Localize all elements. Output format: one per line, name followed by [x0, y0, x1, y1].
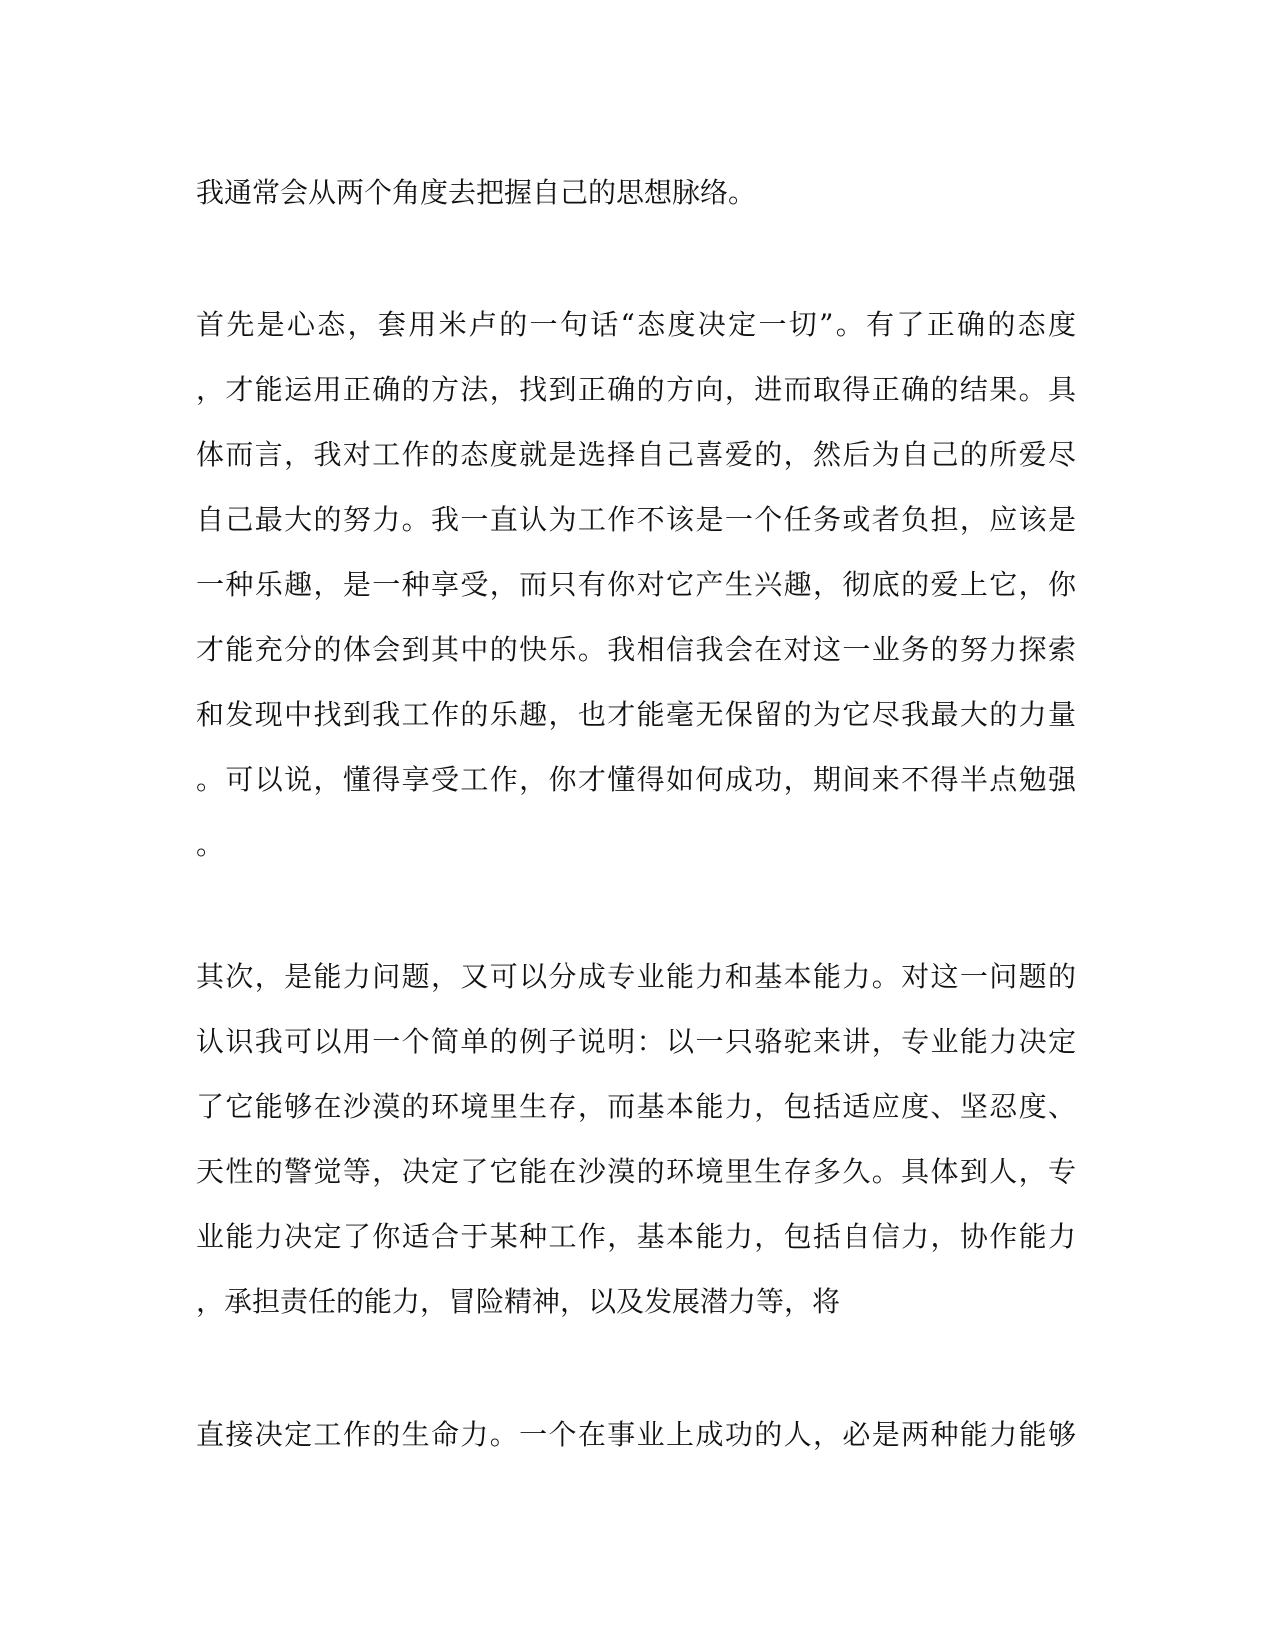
text-line: ，承担责任的能力，冒险精神，以及发展潜力等，将	[196, 1285, 841, 1318]
text-line: 认识我可以用一个简单的例子说明：以一只骆驼来讲，专业能力决定	[196, 1025, 1076, 1058]
paragraph-ability	[196, 944, 1076, 1334]
text-line: 一种乐趣，是一种享受，而只有你对它产生兴趣，彻底的爱上它，你	[196, 568, 1076, 601]
text-line: ，才能运用正确的方法，找到正确的方向，进而取得正确的结果。具	[196, 373, 1076, 406]
text-line: 首先是心态，套用米卢的一句话“态度决定一切”。有了正确的态度	[196, 308, 1076, 341]
text-line: 其次，是能力问题，又可以分成专业能力和基本能力。对这一问题的	[196, 960, 1076, 993]
text-line: 我通常会从两个角度去把握自己的思想脉络。	[196, 176, 757, 209]
text-line: 了它能够在沙漠的环境里生存，而基本能力，包括适应度、坚忍度、	[196, 1090, 1076, 1123]
text-line: 。可以说，懂得享受工作，你才懂得如何成功，期间来不得半点勉强	[196, 763, 1076, 796]
text-line: 才能充分的体会到其中的快乐。我相信我会在对这一业务的努力探索	[196, 633, 1076, 666]
paragraph-intro	[196, 160, 1076, 225]
text-line: 和发现中找到我工作的乐趣，也才能毫无保留的为它尽我最大的力量	[196, 698, 1076, 731]
text-line: 直接决定工作的生命力。一个在事业上成功的人，必是两种能力能够	[196, 1418, 1076, 1451]
text-line: 天性的警觉等，决定了它能在沙漠的环境里生存多久。具体到人，专	[196, 1155, 1076, 1188]
text-line: 业能力决定了你适合于某种工作，基本能力，包括自信力，协作能力	[196, 1220, 1076, 1253]
paragraph-attitude	[196, 292, 1076, 877]
paragraph-continuation	[196, 1402, 1076, 1467]
text-line: 。	[196, 828, 225, 861]
text-line: 自己最大的努力。我一直认为工作不该是一个任务或者负担，应该是	[196, 503, 1076, 536]
text-line: 体而言，我对工作的态度就是选择自己喜爱的，然后为自己的所爱尽	[196, 438, 1076, 471]
